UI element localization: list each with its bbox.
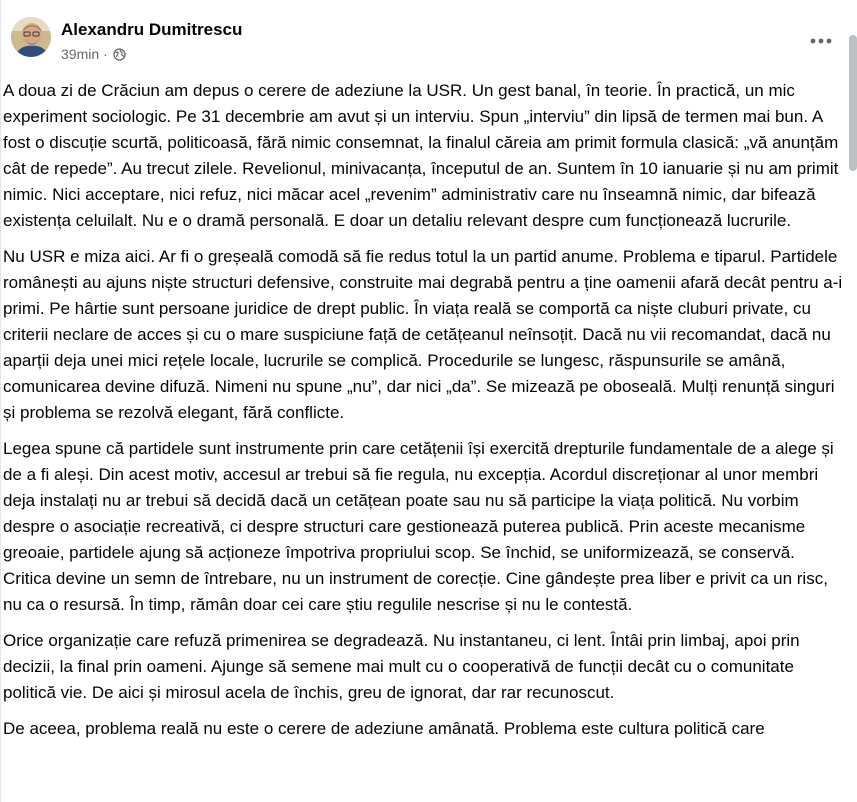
post-header (1, 0, 841, 76)
post-text (3, 78, 843, 752)
post-paragraph: Legea spune că partidele sunt instrumente prin care cetățenii își exercită drepturile fundamentale de a alege și de a fi aleși. Din acest motiv, accesul ar trebui să fie regula, nu excepția. Acordul discreționar al unor membri deja instalați nu ar trebui să decidă dacă un cetățean poate sau nu să participe la viața politică. Nu vorbim despre o asociație recreativă, ci despre structuri care gestionează puterea publică. Prin aceste mecanisme greoaie, partidele ajung să acționeze împotriva propriului scop. Se închid, se uniformizează, se conservă. Critica devine un semn de întrebare, nu un instrument de corecție. Cine gândește prea liber e privit ca un risc, nu ca o resursă. În timp, rămân doar cei care știu regulile nescrise și nu le contestă. (3, 439, 834, 614)
globe-icon[interactable] (113, 48, 126, 61)
post-meta (61, 46, 126, 62)
more-horizontal-icon (810, 38, 832, 44)
more-options-button[interactable] (803, 26, 839, 56)
avatar[interactable] (11, 17, 51, 57)
post-timestamp[interactable]: 39min (61, 46, 100, 62)
post-paragraph: Nu USR e miza aici. Ar fi o greșeală comodă să fie redus totul la un partid anume. Problema e tiparul. Partidele românești au ajuns niște structuri defensive, construite mai degrabă pentru a ține oamenii afară decât pentru a-i primi. Pe hârtie sunt persoane juridice de drept public. În viața reală se comportă ca niște cluburi private, cu criterii neclare de acces și cu o mare suspiciune față de cetățeanul neînsoțit. Dacă nu vii recomandat, dacă nu aparții deja unei mici rețele locale, lucrurile se complică. Procedurile se lungesc, răspunsurile se amână, comunicarea devine difuză. Nimeni nu spune „nu”, dar nici „da”. Se mizează pe oboseală. Mulți renunță singuri și problema se rezolvă elegant, fără conflicte. (3, 247, 843, 422)
scrollbar-thumb[interactable] (849, 35, 857, 171)
meta-separator: · (103, 46, 108, 62)
scrollbar[interactable] (846, 0, 857, 802)
post-paragraph: A doua zi de Crăciun am depus o cerere de adeziune la USR. Un gest banal, în teorie. În practică, un mic experiment sociologic. Pe 31 decembrie am avut și un interviu. Spun „interviu” din lipsă de termen mai bun. A fost o discuție scurtă, politicoasă, fără nimic consemnat, la finalul căreia am primit formula clasică: „vă anunțăm cât de repede”. Au trecut zilele. Revelionul, minivacanța, începutul de an. Suntem în 10 ianuarie și nu am primit nimic. Nici acceptare, nici refuz, nici măcar acel „revenim” administrativ care nu înseamnă nimic, dar bifează existența celuilalt. Nu e o dramă personală. E doar un detaliu relevant despre cum funcționează lucrurile. (3, 81, 839, 230)
post-paragraph: Orice organizație care refuză primenirea se degradează. Nu instantaneu, ci lent. Întâi prin limbaj, apoi prin decizii, la final prin oameni. Ajunge să semene mai mult cu o cooperativă de funcții decât cu o comunitate politică vie. De aici și mirosul acela de închis, greu de ignorat, dar rar recunoscut. (3, 631, 800, 702)
post-paragraph: De aceea, problema reală nu este o cerere de adeziune amânată. Problema este cultura politică care (3, 719, 765, 738)
author-name[interactable]: Alexandru Dumitrescu (61, 20, 243, 39)
avatar-image (11, 17, 51, 57)
